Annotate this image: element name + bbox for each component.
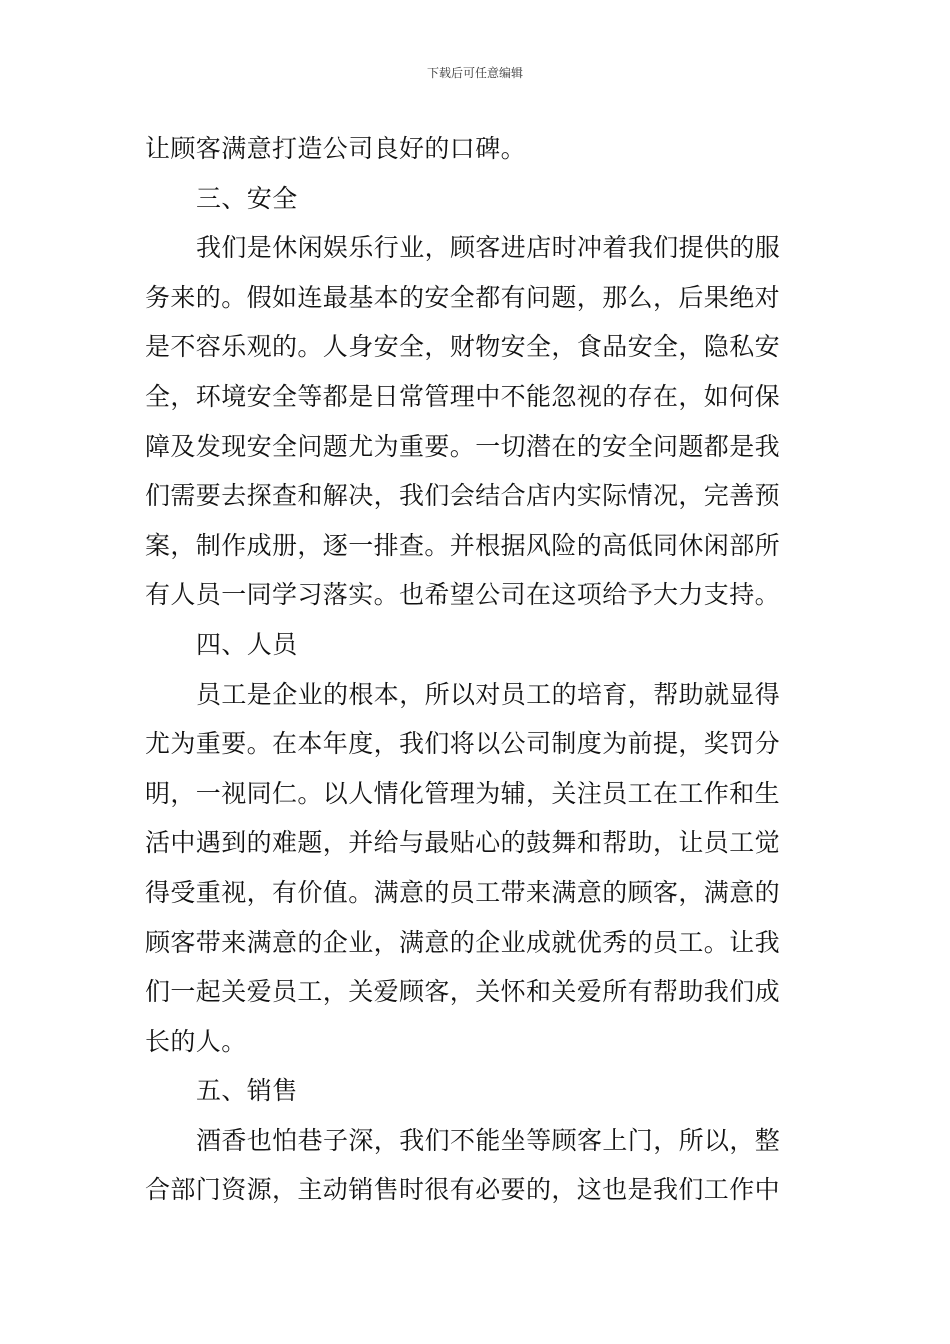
paragraph-line: 全，环境安全等都是日常管理中不能忽视的存在，如何保 — [145, 381, 781, 411]
paragraph-line: 有人员一同学习落实。也希望公司在这项给予大力支持。 — [145, 580, 781, 610]
paragraph-line: 明，一视同仁。以人情化管理为辅，关注员工在工作和生 — [145, 778, 781, 808]
section-heading-personnel: 四、人员 — [196, 629, 298, 659]
paragraph-line: 案，制作成册，逐一排查。并根据风险的高低同休闲部所 — [145, 530, 781, 560]
paragraph-line: 尤为重要。在本年度，我们将以公司制度为前提，奖罚分 — [145, 729, 781, 759]
paragraph-line: 我们是休闲娱乐行业，顾客进店时冲着我们提供的服 — [196, 233, 781, 263]
page-header: 下载后可任意编辑 — [426, 66, 523, 80]
paragraph-line: 合部门资源，主动销售时很有必要的，这也是我们工作中 — [145, 1175, 781, 1205]
paragraph-line: 让顾客满意打造公司良好的口碑。 — [145, 134, 527, 163]
paragraph-line: 员工是企业的根本，所以对员工的培育，帮助就显得 — [196, 679, 781, 709]
paragraph-line: 障及发现安全问题尤为重要。一切潜在的安全问题都是我 — [145, 431, 781, 461]
paragraph-line: 顾客带来满意的企业，满意的企业成就优秀的员工。让我 — [145, 927, 781, 957]
body-text — [145, 124, 810, 1215]
paragraph-line: 活中遇到的难题，并给与最贴心的鼓舞和帮助，让员工觉 — [145, 828, 781, 858]
paragraph-line: 长的人。 — [145, 1026, 247, 1056]
section-heading-safety: 三、安全 — [196, 183, 298, 213]
section-heading-sales: 五、销售 — [196, 1076, 298, 1106]
paragraph-line: 酒香也怕巷子深，我们不能坐等顾客上门，所以，整 — [196, 1125, 781, 1155]
paragraph-line: 务来的。假如连最基本的安全都有问题，那么，后果绝对 — [145, 282, 781, 312]
paragraph-line: 是不容乐观的。人身安全，财物安全，食品安全，隐私安 — [145, 332, 781, 362]
paragraph-line: 得受重视，有价值。满意的员工带来满意的顾客，满意的 — [145, 877, 781, 907]
paragraph-line: 们一起关爱员工，关爱顾客，关怀和关爱所有帮助我们成 — [145, 977, 781, 1007]
paragraph-line: 们需要去探查和解决，我们会结合店内实际情况，完善预 — [145, 481, 781, 511]
